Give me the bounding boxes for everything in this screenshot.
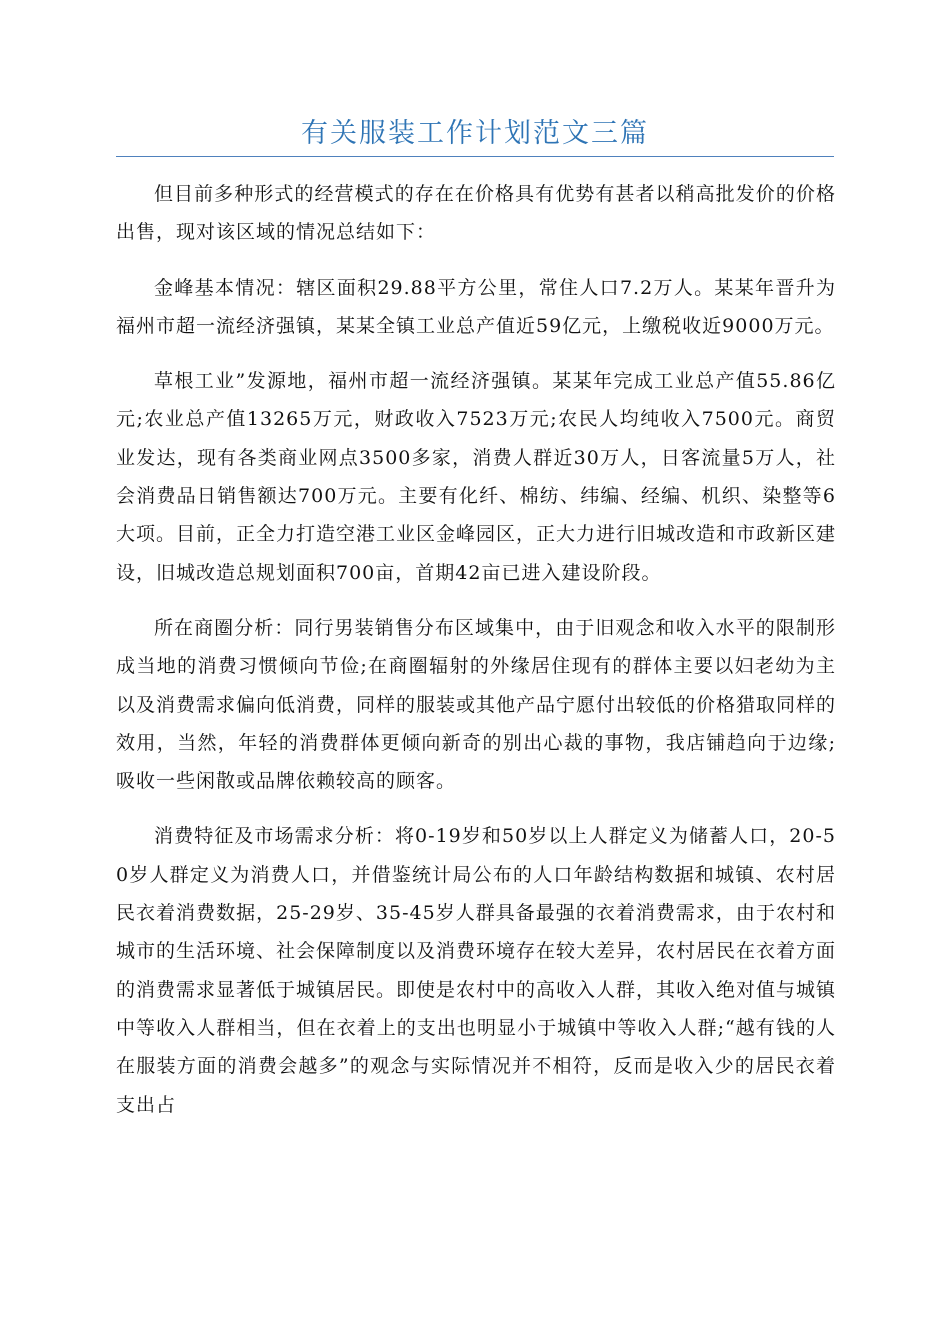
- paragraph-trade-area: 所在商圈分析：同行男装销售分布区域集中，由于旧观念和收入水平的限制形成当地的消费习惯倾向节俭;在商圈辐射的外缘居住现有的群体主要以妇老幼为主以及消费需求偏向低消费，同样的服装或其他产品宁愿付出较低的价格猎取同样的效用，当然，年轻的消费群体更倾向新奇的别出心裁的事物，我店铺趋向于边缘;吸收一些闲散或品牌依赖较高的顾客。: [116, 616, 837, 793]
- paragraph-basic-info: 金峰基本情况：辖区面积29.88平方公里，常住人口7.2万人。某某年晋升为福州市超一流经济强镇，某某全镇工业总产值近59亿元，上缴税收近9000万元。: [116, 276, 836, 337]
- paragraph-intro: 但目前多种形式的经营模式的存在在价格具有优势有甚者以稍高批发价的价格出售，现对该区域的情况总结如下：: [116, 183, 836, 244]
- document-title: 有关服装工作计划范文三篇: [301, 118, 649, 149]
- paragraph-industry: 草根工业”发源地，福州市超一流经济强镇。某某年完成工业总产值55.86亿元;农业总产值13265万元，财政收入7523万元;农民人均纯收入7500元。商贸业发达，现有各类商业网点3500多家，消费人群近30万人，日客流量5万人，社会消费品日销售额达700万元。主要有化纤、棉纺、纬编、经编、机织、染整等6大项。目前，正全力打造空港工业区金峰园区，正大力进行旧城改造和市政新区建设，旧城改造总规划面积700亩，首期42亩已进入建设阶段。: [116, 370, 837, 584]
- title-underline: [116, 112, 834, 157]
- document-body: [116, 175, 836, 1141]
- paragraph-consumption: 消费特征及市场需求分析：将0-19岁和50岁以上人群定义为储蓄人口，20-50岁人群定义为消费人口，并借鉴统计局公布的人口年龄结构数据和城镇、农村居民衣着消费数据，25-29岁、35-45岁人群具备最强的衣着消费需求，由于农村和城市的生活环境、社会保障制度以及消费环境存在较大差异，农村居民在衣着方面的消费需求显著低于城镇居民。即使是农村中的高收入人群，其收入绝对值与城镇中等收入人群相当，但在衣着上的支出也明显小于城镇中等收入人群;“越有钱的人在服装方面的消费会越多”的观念与实际情况并不相符，反而是收入少的居民衣着支出占: [116, 825, 837, 1116]
